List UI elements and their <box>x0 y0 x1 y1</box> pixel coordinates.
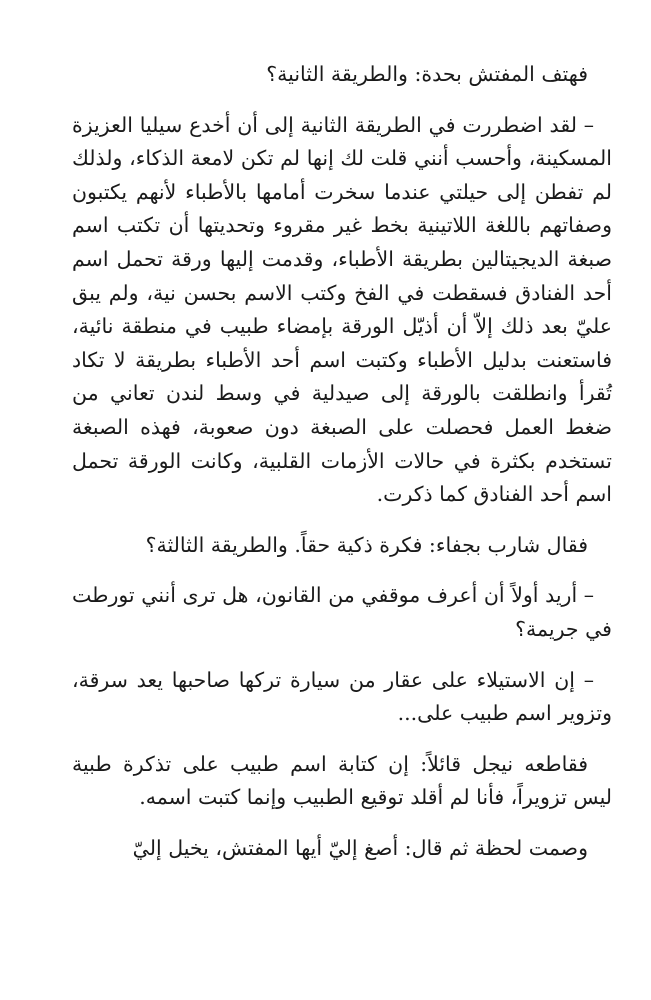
paragraph-second-method-explanation: – لقد اضطررت في الطريقة الثانية إلى أن أخدع سيليا العزيزة المسكينة، وأحسب أنني قلت لك إنها لم تكن لامعة الذكاء، ولذلك لم تفطن إلى حيلتي عندما سخرت أمامها بالأطباء لأنهم يكتبون وصفاتهم باللغة اللاتينية بخط غير مقروء وتحديتها أن تكتب اسم صبغة الديجيتالين بطريقة الأطباء، وقدمت إليها ورقة تحمل اسم أحد الفنادق فسقطت في الفخ وكتب الاسم بحسن نية، ولم يبق عليّ بعد ذلك إلاّ أن أذيّل الورقة بإمضاء طبيب في منطقة نائية، فاستعنت بدليل الأطباء وكتبت اسم أحد الأطباء بطريقة لا تكاد تُقرأ وانطلقت بالورقة إلى صيدلية في وسط لندن تعاني من ضغط العمل فحصلت على الصبغة دون صعوبة، فهذه الصبغة تستخدم بكثرة في حالات الأزمات القلبية، وكانت الورقة تحمل اسم أحد الفنادق كما ذكرت. <box>72 112 612 507</box>
paragraph-inspector-second-method: فهتف المفتش بحدة: والطريقة الثانية؟ <box>266 62 588 86</box>
paragraph-listen-inspector: وصمت لحظة ثم قال: أصغ إليّ أيها المفتش، يخيل إليّ <box>132 835 588 860</box>
paragraph-legal-position-question: – أريد أولاً أن أعرف موقفي من القانون، هل ترى أنني تورطت في جريمة؟ <box>72 583 612 641</box>
document-page <box>72 58 612 993</box>
paragraph-sharp-third-method: فقال شارب بجفاء: فكرة ذكية حقاً. والطريقة الثالثة؟ <box>145 532 588 557</box>
paragraph-nigel-interrupts: فقاطعه نيجل قائلاً: إن كتابة اسم طبيب على تذكرة طبية ليس تزويراً، فأنا لم أقلد توقيع الطبيب وإنما كتبت اسمه. <box>72 751 612 810</box>
paragraph-theft-forgery: – إن الاستيلاء على عقار من سيارة تركها صاحبها يعد سرقة، وتزوير اسم طبيب على... <box>72 667 612 726</box>
